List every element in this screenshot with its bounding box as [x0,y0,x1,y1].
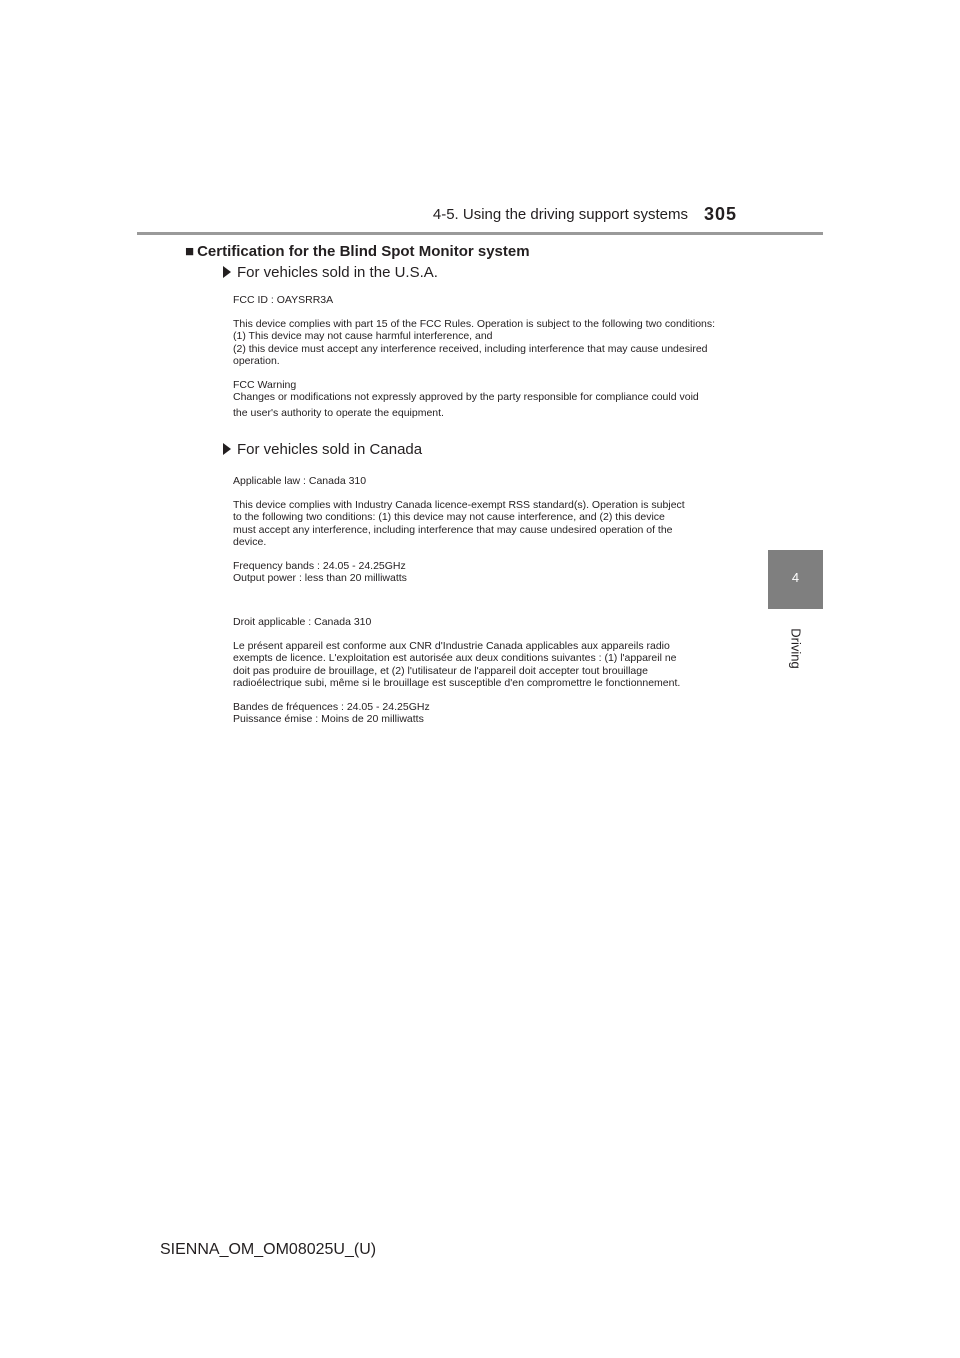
triangle-bullet-icon [223,266,231,278]
canada-english-line: device. [233,536,267,548]
header-section-title: 4-5. Using the driving support systems [432,206,688,223]
usa-line: FCC ID : OAYSRR3A [233,294,334,306]
canada-english-line: to the following two conditions: (1) this device may not cause interference, and (2) this device [233,511,665,523]
usa-subheading-text: For vehicles sold in the U.S.A. [237,264,438,281]
usa-line: (1) This device may not cause harmful interference, and [233,330,493,342]
canada-french-line: Bandes de fréquences : 24.05 - 24.25GHz [233,700,430,713]
canada-english-label [233,475,685,585]
canada-subheading [223,441,422,458]
chapter-tab [768,550,823,609]
usa-line: Changes or modifications not expressly approved by the party responsible for compliance could void [233,391,699,403]
canada-french-line: radioélectrique subi, même si le brouillage est susceptible d'en compromettre le fonctionnement. [233,677,681,689]
canada-french-line: Puissance émise : Moins de 20 milliwatts [233,713,424,725]
canada-english-line: Frequency bands : 24.05 - 24.25GHz [233,559,406,572]
canada-english-line: must accept any interference, including interference that may cause undesired operation of the [233,523,673,536]
usa-line: the user's authority to operate the equipment. [233,406,444,419]
usa-line: (2) this device must accept any interference received, including interference that may cause undesired [233,342,708,355]
canada-english-line: Output power : less than 20 milliwatts [233,572,407,584]
header-divider [137,232,823,235]
section-heading [185,243,530,260]
usa-subheading [223,264,438,281]
footer-document-code: SIENNA_OM_OM08025U_(U) [160,1241,377,1258]
triangle-bullet-icon [223,443,231,455]
canada-subheading-text: For vehicles sold in Canada [237,441,423,458]
canada-english-line: Applicable law : Canada 310 [233,475,367,487]
chapter-number: 4 [791,570,800,585]
usa-line: operation. [233,355,280,367]
usa-line: FCC Warning [233,378,297,391]
chapter-label: Driving [788,628,804,669]
canada-english-line: This device complies with Industry Canada licence-exempt RSS standard(s). Operation is subject [233,498,685,511]
page-number: 305 [704,204,738,224]
canada-french-line: Le présent appareil est conforme aux CNR d'Industrie Canada applicables aux appareils radio [233,639,670,652]
canada-french-line: doit pas produire de brouillage, et (2) l'utilisateur de l'appareil doit accepter tout brouillage [233,664,648,677]
square-bullet-icon: ■ [185,243,195,260]
canada-french-line: exempts de licence. L'exploitation est autorisée aux deux conditions suivantes : (1) l'appareil ne [233,652,677,664]
canada-french-line: Droit applicable : Canada 310 [233,616,372,628]
canada-french-label [233,616,680,726]
usa-certification-label [233,294,715,419]
section-heading-text: Certification for the Blind Spot Monitor system [197,243,530,260]
usa-line: This device complies with part 15 of the FCC Rules. Operation is subject to the following two conditions: [233,317,716,330]
